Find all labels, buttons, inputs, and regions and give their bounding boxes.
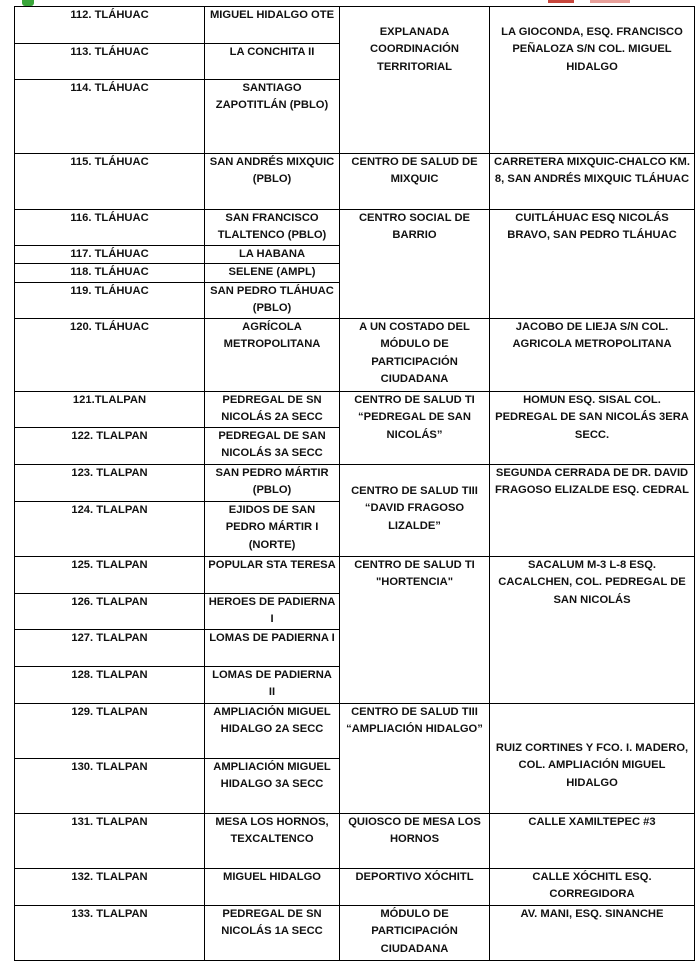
colonia-cell: SAN PEDRO MÁRTIR (PBLO) — [205, 464, 340, 501]
module-cell: 120. TLÁHUAC — [15, 318, 205, 391]
module-cell: 125. TLALPAN — [15, 556, 205, 593]
module-cell: 115. TLÁHUAC — [15, 154, 205, 210]
sede-cell: QUIOSCO DE MESA LOS HORNOS — [340, 813, 490, 868]
module-cell: 129. TLALPAN — [15, 703, 205, 758]
sede-cell: DEPORTIVO XÓCHITL — [340, 868, 490, 905]
table-row — [15, 556, 695, 593]
module-cell: 130. TLALPAN — [15, 758, 205, 813]
module-cell: 131. TLALPAN — [15, 813, 205, 868]
module-cell: 126. TLALPAN — [15, 593, 205, 629]
module-cell: 118. TLÁHUAC — [15, 264, 205, 282]
table-row — [15, 391, 695, 427]
table-row — [15, 7, 695, 44]
address-cell: CUITLÁHUAC ESQ NICOLÁS BRAVO, SAN PEDRO TLÁHUAC — [490, 210, 695, 319]
sede-cell: CENTRO DE SALUD TIII “AMPLIACIÓN HIDALGO” — [340, 703, 490, 813]
address-cell: CALLE XAMILTEPEC #3 — [490, 813, 695, 868]
sede-cell: CENTRO DE SALUD TIII “DAVID FRAGOSO LIZALDE” — [340, 464, 490, 556]
module-cell: 127. TLALPAN — [15, 629, 205, 666]
pink-header-mark — [590, 0, 630, 3]
address-cell: CARRETERA MIXQUIC-CHALCO KM. 8, SAN ANDRÉS MIXQUIC TLÁHUAC — [490, 154, 695, 210]
sede-cell: EXPLANADA COORDINACIÓN TERRITORIAL — [340, 7, 490, 154]
red-header-mark — [548, 0, 574, 3]
colonia-cell: SAN ANDRÉS MIXQUIC (PBLO) — [205, 154, 340, 210]
colonia-cell: SANTIAGO ZAPOTITLÁN (PBLO) — [205, 80, 340, 154]
address-cell: SEGUNDA CERRADA DE DR. DAVID FRAGOSO ELIZALDE ESQ. CEDRAL — [490, 464, 695, 556]
address-cell: SACALUM M-3 L-8 ESQ. CACALCHEN, COL. PEDREGAL DE SAN NICOLÁS — [490, 556, 695, 703]
colonia-cell: LA HABANA — [205, 246, 340, 264]
table-row — [15, 905, 695, 960]
module-cell: 117. TLÁHUAC — [15, 246, 205, 264]
sede-cell: MÓDULO DE PARTICIPACIÓN CIUDADANA — [340, 905, 490, 960]
module-cell: 119. TLÁHUAC — [15, 282, 205, 318]
colonia-cell: AGRÍCOLA METROPOLITANA — [205, 318, 340, 391]
colonia-cell: PEDREGAL DE SN NICOLÁS 1A SECC — [205, 905, 340, 960]
colonia-cell: AMPLIACIÓN MIGUEL HIDALGO 3A SECC — [205, 758, 340, 813]
module-cell: 123. TLALPAN — [15, 464, 205, 501]
sede-cell: A UN COSTADO DEL MÓDULO DE PARTICIPACIÓN CIUDADANA — [340, 318, 490, 391]
address-cell: RUIZ CORTINES Y FCO. I. MADERO, COL. AMPLIACIÓN MIGUEL HIDALGO — [490, 703, 695, 813]
colonia-cell: MESA LOS HORNOS, TEXCALTENCO — [205, 813, 340, 868]
colonia-cell: MIGUEL HIDALGO OTE — [205, 7, 340, 44]
module-cell: 122. TLALPAN — [15, 427, 205, 464]
colonia-cell: PEDREGAL DE SAN NICOLÁS 3A SECC — [205, 427, 340, 464]
sede-cell: CENTRO SOCIAL DE BARRIO — [340, 210, 490, 319]
colonia-cell: SELENE (AMPL) — [205, 264, 340, 282]
colonia-cell: POPULAR STA TERESA — [205, 556, 340, 593]
module-cell: 114. TLÁHUAC — [15, 80, 205, 154]
table-row — [15, 703, 695, 758]
module-cell: 128. TLALPAN — [15, 666, 205, 703]
table-row — [15, 464, 695, 501]
colonia-cell: PEDREGAL DE SN NICOLÁS 2A SECC — [205, 391, 340, 427]
address-cell: JACOBO DE LIEJA S/N COL. AGRICOLA METROPOLITANA — [490, 318, 695, 391]
table-row — [15, 154, 695, 210]
colonia-cell: AMPLIACIÓN MIGUEL HIDALGO 2A SECC — [205, 703, 340, 758]
colonia-cell: SAN FRANCISCO TLALTENCO (PBLO) — [205, 210, 340, 246]
table-row — [15, 868, 695, 905]
address-cell: AV. MANI, ESQ. SINANCHE — [490, 905, 695, 960]
module-cell: 112. TLÁHUAC — [15, 7, 205, 44]
module-cell: 124. TLALPAN — [15, 501, 205, 556]
sede-cell: CENTRO DE SALUD TI "HORTENCIA" — [340, 556, 490, 703]
module-cell: 121.TLALPAN — [15, 391, 205, 427]
colonia-cell: HEROES DE PADIERNA I — [205, 593, 340, 629]
sede-cell: CENTRO DE SALUD TI “PEDREGAL DE SAN NICOLÁS” — [340, 391, 490, 464]
colonia-cell: LOMAS DE PADIERNA II — [205, 666, 340, 703]
sede-cell: CENTRO DE SALUD DE MIXQUIC — [340, 154, 490, 210]
module-cell: 116. TLÁHUAC — [15, 210, 205, 246]
colonia-cell: LOMAS DE PADIERNA I — [205, 629, 340, 666]
module-cell: 132. TLALPAN — [15, 868, 205, 905]
table-row — [15, 813, 695, 868]
module-schedule-table — [14, 6, 695, 961]
address-cell: CALLE XÓCHITL ESQ. CORREGIDORA — [490, 868, 695, 905]
colonia-cell: MIGUEL HIDALGO — [205, 868, 340, 905]
address-cell: LA GIOCONDA, ESQ. FRANCISCO PEÑALOZA S/N COL. MIGUEL HIDALGO — [490, 7, 695, 154]
module-cell: 133. TLALPAN — [15, 905, 205, 960]
colonia-cell: EJIDOS DE SAN PEDRO MÁRTIR I (NORTE) — [205, 501, 340, 556]
module-cell: 113. TLÁHUAC — [15, 44, 205, 80]
colonia-cell: SAN PEDRO TLÁHUAC (PBLO) — [205, 282, 340, 318]
colonia-cell: LA CONCHITA II — [205, 44, 340, 80]
table-row — [15, 210, 695, 246]
table-row — [15, 318, 695, 391]
address-cell: HOMUN ESQ. SISAL COL. PEDREGAL DE SAN NICOLÁS 3ERA SECC. — [490, 391, 695, 464]
